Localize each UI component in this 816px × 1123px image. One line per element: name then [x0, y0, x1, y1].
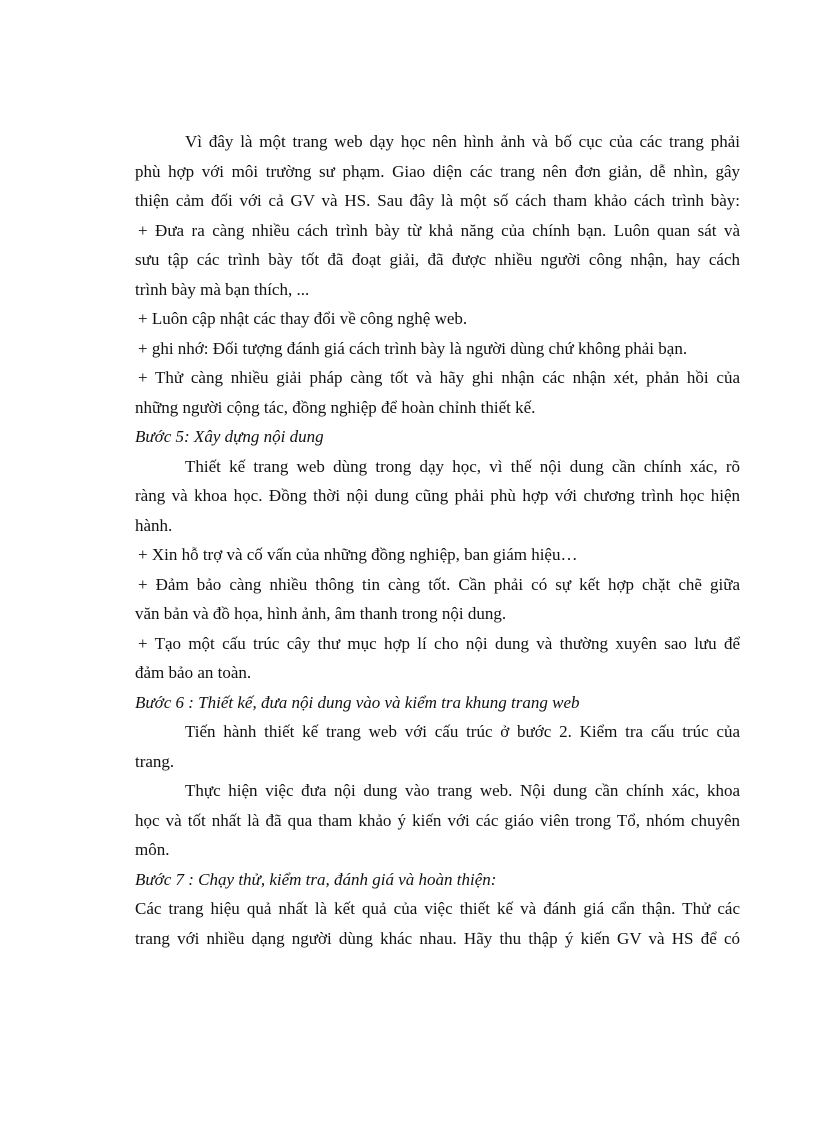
section-heading: Bước 6 : Thiết kế, đưa nội dung vào và kiểm tra khung trang web: [135, 692, 580, 712]
paragraph-line: Tiến hành thiết kế trang web với cấu trúc ở bước 2. Kiểm tra cấu trúc của: [185, 722, 740, 741]
paragraph-line: phù hợp với môi trường sư phạm. Giao diện các trang nên đơn giản, dễ nhìn, gây: [135, 161, 740, 181]
section-heading: Bước 5: Xây dựng nội dung: [135, 427, 324, 446]
bullet-line: + Xin hỗ trợ và cố vấn của những đồng nghiệp, ban giám hiệu…: [138, 545, 578, 564]
bullet-line: + Đảm bảo càng nhiều thông tin càng tốt. Cần phải có sự kết hợp chặt chẽ giữa: [138, 574, 740, 594]
paragraph-line: học và tốt nhất là đã qua tham khảo ý kiến với các giáo viên trong Tổ, nhóm chuyên: [135, 810, 740, 830]
paragraph-line: văn bản và đồ họa, hình ảnh, âm thanh trong nội dung.: [135, 604, 507, 623]
paragraph-line: đảm bảo an toàn.: [135, 663, 252, 682]
paragraph-line: môn.: [135, 840, 170, 859]
paragraph-line: Thực hiện việc đưa nội dung vào trang web. Nội dung cần chính xác, khoa: [185, 781, 740, 800]
paragraph-line: trang với nhiều dạng người dùng khác nhau. Hãy thu thập ý kiến GV và HS để có: [135, 928, 740, 948]
paragraph-line: Thiết kế trang web dùng trong dạy học, vì thế nội dung cần chính xác, rõ: [185, 456, 740, 476]
bullet-line: + Tạo một cấu trúc cây thư mục hợp lí cho nội dung và thường xuyên sao lưu để: [138, 633, 740, 653]
paragraph-line: trang.: [135, 751, 175, 771]
bullet-line: + Đưa ra càng nhiều cách trình bày từ khả năng của chính bạn. Luôn quan sát và: [138, 220, 740, 240]
paragraph-line: những người cộng tác, đồng nghiệp để hoàn chỉnh thiết kế.: [135, 397, 536, 417]
paragraph-line: Các trang hiệu quả nhất là kết quả của việc thiết kế và đánh giá cẩn thận. Thử các: [135, 899, 740, 918]
paragraph-line: ràng và khoa học. Đồng thời nội dung cũng phải phù hợp với chương trình học hiện: [135, 486, 740, 505]
paragraph-line: thiện cảm đối với cả GV và HS. Sau đây là một số cách tham khảo cách trình bày:: [135, 191, 740, 210]
paragraph-line: Vì đây là một trang web dạy học nên hình ảnh và bố cục của các trang phải: [185, 132, 740, 151]
paragraph-line: sưu tập các trình bày tốt đã đoạt giải, đã được nhiều người công nhận, hay cách: [135, 250, 740, 269]
bullet-line: + Thử càng nhiều giải pháp càng tốt và hãy ghi nhận các nhận xét, phản hồi của: [138, 368, 740, 387]
bullet-line: + ghi nhớ: Đối tượng đánh giá cách trình bày là người dùng chứ không phải bạn.: [138, 338, 688, 358]
section-heading: Bước 7 : Chạy thử, kiểm tra, đánh giá và hoàn thiện:: [135, 869, 497, 889]
paragraph-line: trình bày mà bạn thích, ...: [135, 279, 310, 299]
paragraph-line: hành.: [135, 515, 173, 535]
bullet-line: + Luôn cập nhật các thay đổi về công nghệ web.: [138, 309, 468, 328]
